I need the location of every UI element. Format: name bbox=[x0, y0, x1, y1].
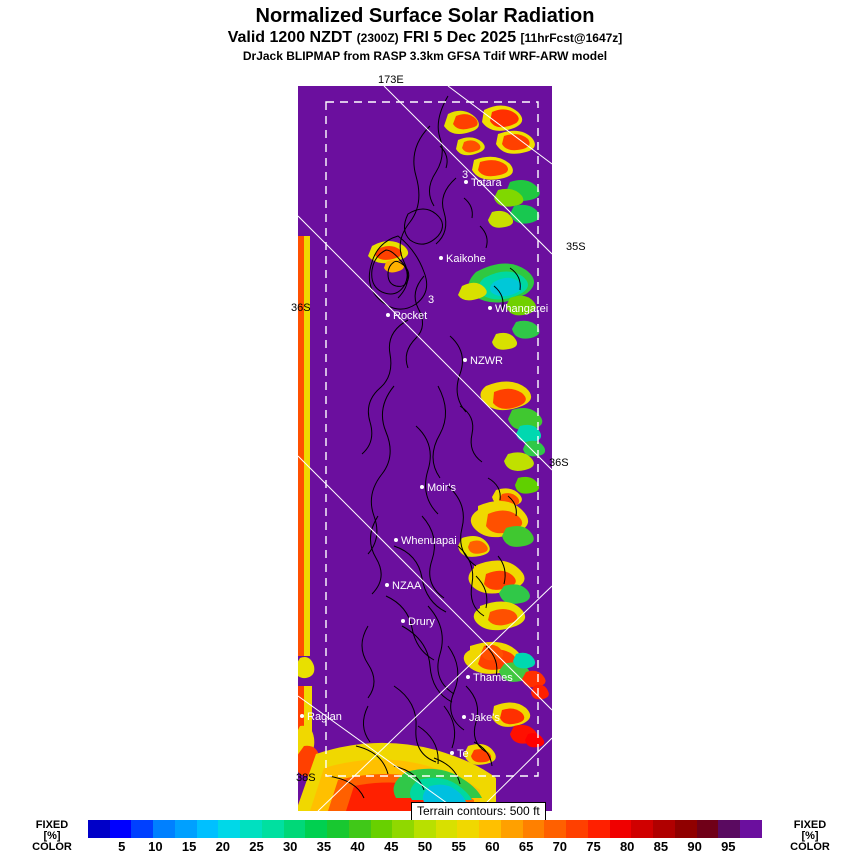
city-dot bbox=[300, 714, 304, 718]
colorbar-swatch-6 bbox=[218, 820, 240, 838]
city-name: Rocket bbox=[393, 310, 428, 322]
colorbar-swatch-28 bbox=[697, 820, 719, 838]
city-name: Raglan bbox=[307, 711, 342, 723]
colorbar-swatch-21 bbox=[544, 820, 566, 838]
colorbar-swatch-29 bbox=[718, 820, 740, 838]
city-dot bbox=[394, 538, 398, 542]
colorbar-right-line2: [%] bbox=[801, 830, 819, 842]
city-label bbox=[386, 311, 427, 322]
page-title: Normalized Surface Solar Radiation bbox=[255, 5, 595, 27]
colorbar-tick-90: 90 bbox=[687, 839, 702, 854]
colorbar-tick-30: 30 bbox=[282, 839, 298, 854]
colorbar-swatch-3 bbox=[153, 820, 175, 838]
colorbar-swatch-8 bbox=[262, 820, 284, 838]
city-dot bbox=[439, 256, 443, 260]
city-dot bbox=[385, 583, 389, 587]
colorbar-ticks bbox=[88, 840, 762, 856]
colorbar-tick-35: 35 bbox=[316, 839, 332, 854]
colorbar-left-line3: COLOR bbox=[32, 841, 72, 853]
colorbar-swatch-15 bbox=[414, 820, 436, 838]
colorbar-swatch-13 bbox=[371, 820, 393, 838]
city-name: Kaikohe bbox=[446, 253, 486, 265]
colorbar-right-label bbox=[780, 820, 840, 853]
graticule-label-36s-west: 36S bbox=[291, 302, 311, 314]
colorbar-tick-40: 40 bbox=[350, 839, 365, 854]
colorbar-tick-20: 20 bbox=[215, 839, 231, 854]
colorbar-left-line1: FIXED bbox=[35, 819, 69, 831]
city-label bbox=[464, 178, 502, 189]
colorbar-right-line3: COLOR bbox=[790, 841, 830, 853]
colorbar-swatch-30 bbox=[740, 820, 762, 838]
city-name: Totara bbox=[471, 177, 502, 189]
city-name: Te bbox=[457, 748, 469, 760]
graticule-label-173e: 173E bbox=[378, 74, 404, 86]
city-name: NZAA bbox=[392, 580, 422, 592]
colorbar-tick-25: 25 bbox=[249, 839, 264, 854]
graticule-label-36s-east: 36S bbox=[549, 457, 569, 469]
colorbar-swatch-19 bbox=[501, 820, 523, 838]
colorbar-swatch-9 bbox=[284, 820, 306, 838]
city-label bbox=[439, 254, 486, 265]
colorbar-tick-50: 50 bbox=[417, 839, 433, 854]
colorbar-swatch-17 bbox=[457, 820, 479, 838]
colorbar-swatch-11 bbox=[327, 820, 349, 838]
city-dot bbox=[420, 485, 424, 489]
colorbar-tick-5: 5 bbox=[118, 839, 126, 854]
colorbar-swatch-27 bbox=[675, 820, 697, 838]
city-dot bbox=[462, 715, 466, 719]
colorbar-swatch-25 bbox=[631, 820, 653, 838]
colorbar-tick-10: 10 bbox=[148, 839, 163, 854]
city-label bbox=[488, 304, 548, 315]
colorbar-swatch-10 bbox=[305, 820, 327, 838]
colorbar-swatch-2 bbox=[131, 820, 153, 838]
colorbar-swatch-24 bbox=[610, 820, 632, 838]
city-name: Thames bbox=[473, 672, 513, 684]
colorbar-right-line1: FIXED bbox=[793, 819, 827, 831]
city-label bbox=[385, 581, 421, 592]
map-graphics bbox=[298, 86, 552, 811]
city-dot bbox=[463, 358, 467, 362]
city-label bbox=[466, 673, 513, 684]
colorbar-swatch-1 bbox=[110, 820, 132, 838]
colorbar-left-line2: [%] bbox=[43, 830, 61, 842]
colorbar-swatch-22 bbox=[566, 820, 588, 838]
colorbar-swatch-5 bbox=[197, 820, 219, 838]
city-label bbox=[463, 356, 503, 367]
city-name: NZWR bbox=[470, 355, 503, 367]
city-dot bbox=[386, 313, 390, 317]
colorbar-swatch-16 bbox=[436, 820, 458, 838]
colorbar-tick-65: 65 bbox=[518, 839, 534, 854]
city-label bbox=[401, 617, 435, 628]
colorbar-tick-70: 70 bbox=[552, 839, 568, 854]
city-name: Drury bbox=[408, 616, 435, 628]
city-label bbox=[450, 749, 469, 760]
colorbar-swatch-18 bbox=[479, 820, 501, 838]
colorbar-left-label bbox=[22, 820, 82, 853]
city-name: Whangarei bbox=[495, 303, 549, 315]
city-dot bbox=[488, 306, 492, 310]
forecast-tag: [11hrFcst@1647z] bbox=[520, 31, 623, 45]
valid-time-line bbox=[0, 28, 850, 48]
colorbar-swatch-4 bbox=[175, 820, 197, 838]
valid-utc: (2300Z) bbox=[356, 31, 399, 45]
colorbar-legend bbox=[0, 818, 850, 860]
city-label bbox=[300, 712, 342, 723]
city-label bbox=[394, 536, 457, 547]
colorbar-tick-45: 45 bbox=[384, 839, 399, 854]
colorbar-tick-85: 85 bbox=[653, 839, 669, 854]
map-canvas[interactable] bbox=[298, 86, 552, 811]
colorbar-swatch-20 bbox=[523, 820, 545, 838]
graticule-label-38s: 38S bbox=[296, 772, 316, 784]
colorbar-tick-15: 15 bbox=[181, 839, 197, 854]
city-dot bbox=[466, 675, 470, 679]
city-name: Jake's bbox=[469, 712, 500, 724]
terrain-contour-note: Terrain contours: 500 ft bbox=[411, 802, 546, 822]
colorbar-tick-80: 80 bbox=[619, 839, 635, 854]
city-dot bbox=[450, 751, 454, 755]
model-line: DrJack BLIPMAP from RASP 3.3km GFSA Tdif WRF-ARW model bbox=[242, 49, 608, 63]
city-label bbox=[462, 713, 500, 724]
valid-prefix: Valid 1200 NZDT bbox=[227, 29, 353, 46]
colorbar-swatch-26 bbox=[653, 820, 675, 838]
city-name: Moir's bbox=[427, 482, 456, 494]
colorbar-gradient bbox=[88, 820, 762, 838]
colorbar-tick-95: 95 bbox=[721, 839, 736, 854]
city-dot bbox=[401, 619, 405, 623]
colorbar-tick-75: 75 bbox=[586, 839, 601, 854]
city-label bbox=[420, 483, 456, 494]
valid-date: FRI 5 Dec 2025 bbox=[403, 29, 517, 46]
colorbar-swatch-12 bbox=[349, 820, 371, 838]
colorbar-tick-55: 55 bbox=[451, 839, 466, 854]
header-block bbox=[0, 4, 850, 64]
colorbar-swatch-0 bbox=[88, 820, 110, 838]
contour-label: 3 bbox=[462, 169, 469, 181]
contour-label: 3 bbox=[428, 294, 435, 306]
graticule-label-35s: 35S bbox=[566, 241, 586, 253]
colorbar-swatch-23 bbox=[588, 820, 610, 838]
colorbar-swatch-7 bbox=[240, 820, 262, 838]
colorbar-swatch-14 bbox=[392, 820, 414, 838]
colorbar-tick-60: 60 bbox=[485, 839, 500, 854]
city-name: Whenuapai bbox=[401, 535, 457, 547]
